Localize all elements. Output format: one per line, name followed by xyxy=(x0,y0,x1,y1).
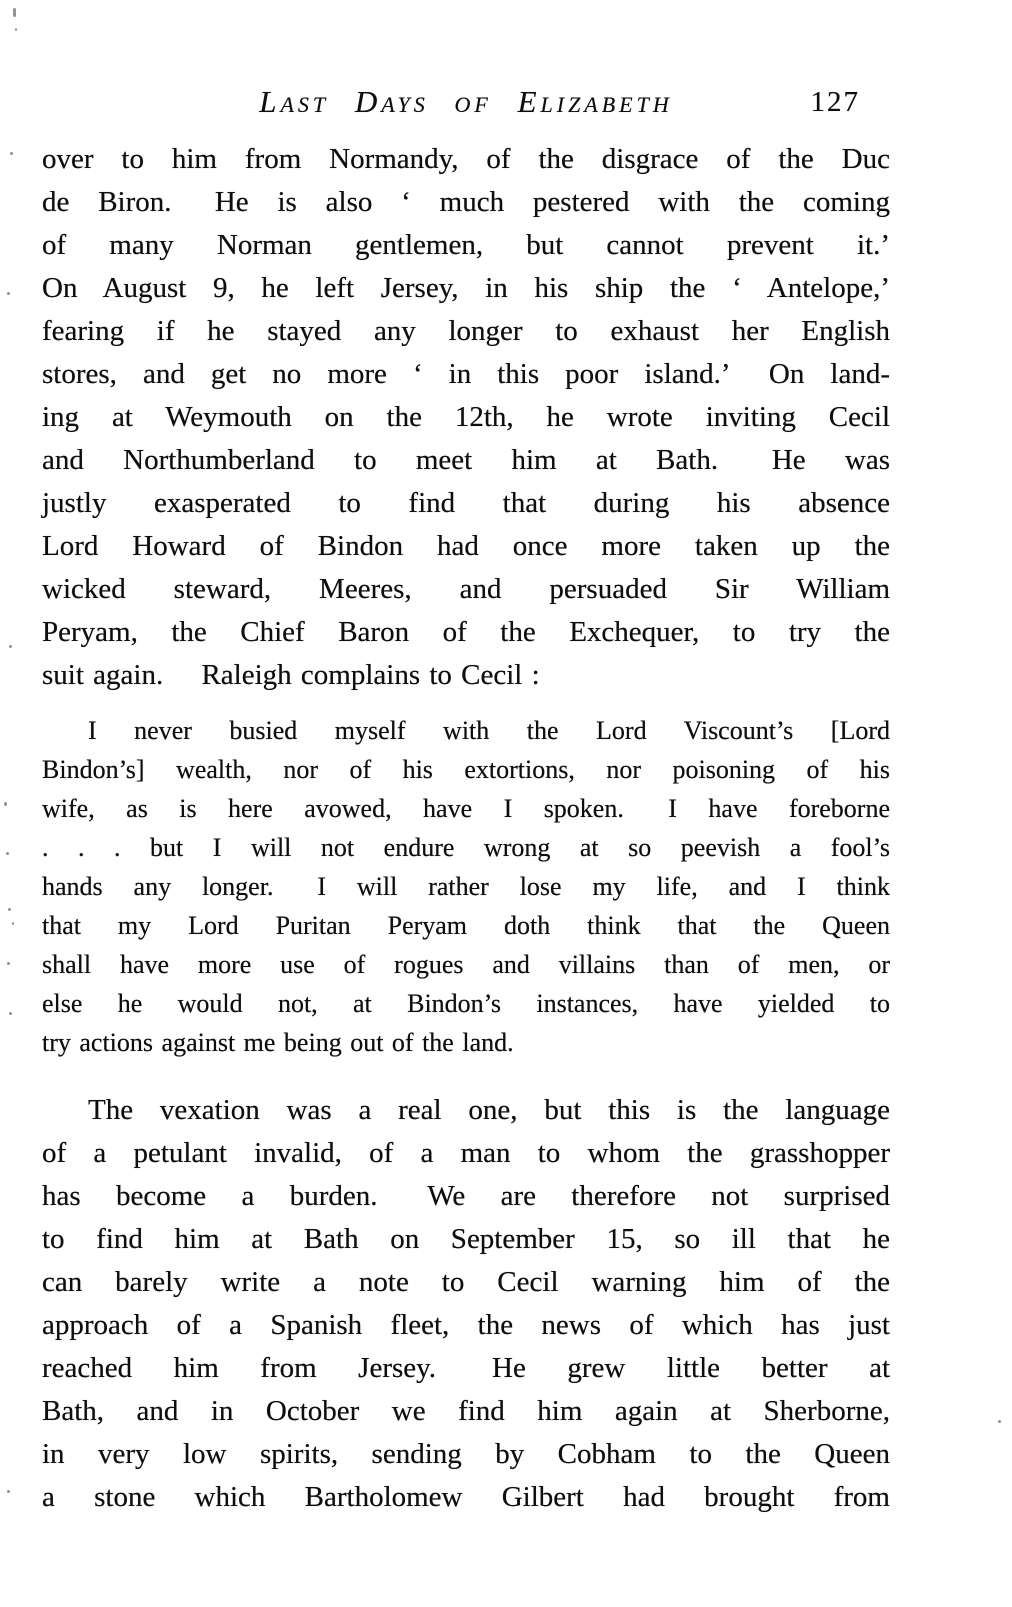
text-line: On August 9, he left Jersey, in his ship the ‘ Antelope,’ xyxy=(42,272,890,304)
text-line: approach of a Spanish fleet, the news of which has just xyxy=(42,1309,890,1341)
text-line: Lord Howard of Bindon had once more taken up the xyxy=(42,530,890,562)
page-header xyxy=(42,82,890,124)
scan-artifact xyxy=(9,1012,12,1015)
text-line: can barely write a note to Cecil warning him of the xyxy=(42,1266,890,1298)
scan-artifact xyxy=(10,152,13,155)
text-line: reached him from Jersey. He grew little better at xyxy=(42,1352,890,1384)
text-line: The vexation was a real one, but this is the language xyxy=(88,1094,890,1126)
text-line: justly exasperated to find that during his absence xyxy=(42,487,890,519)
text-line: to find him at Bath on September 15, so ill that he xyxy=(42,1223,890,1255)
text-line: and Northumberland to meet him at Bath. He was xyxy=(42,444,890,476)
body-text xyxy=(42,138,890,1519)
scan-artifact xyxy=(7,962,10,965)
scan-artifact xyxy=(15,28,17,31)
text-line: shall have more use of rogues and villains than of men, or xyxy=(42,950,890,979)
text-line: that my Lord Puritan Peryam doth think that the Queen xyxy=(42,911,890,940)
text-line: suit again. Raleigh complains to Cecil : xyxy=(42,659,540,691)
text-line: stores, and get no more ‘ in this poor island.’ On land- xyxy=(42,358,890,390)
text-line: of many Norman gentlemen, but cannot prevent it.’ xyxy=(42,229,890,261)
text-line: try actions against me being out of the land. xyxy=(42,1028,514,1057)
text-line: I never busied myself with the Lord Viscount’s [Lord xyxy=(88,716,890,745)
text-line: ing at Weymouth on the 12th, he wrote inviting Cecil xyxy=(42,401,890,433)
text-line: Peryam, the Chief Baron of the Exchequer, to try the xyxy=(42,616,890,648)
scan-artifact xyxy=(8,908,11,911)
text-line: of a petulant invalid, of a man to whom the grasshopper xyxy=(42,1137,890,1169)
text-line: over to him from Normandy, of the disgrace of the Duc xyxy=(42,143,890,175)
scan-artifact xyxy=(9,645,12,648)
page-number: 127 xyxy=(810,86,860,118)
text-line: fearing if he stayed any longer to exhaust her English xyxy=(42,315,890,347)
running-title: Last Days of Elizabeth xyxy=(259,84,673,119)
text-line: else he would not, at Bindon’s instances, have yielded to xyxy=(42,989,890,1018)
text-column xyxy=(42,82,890,1519)
text-line: wife, as is here avowed, have I spoken. I have foreborne xyxy=(42,794,890,823)
scan-artifact xyxy=(12,922,14,925)
text-line: Bindon’s] wealth, nor of his extortions, nor poisoning of his xyxy=(42,755,890,784)
text-line: a stone which Bartholomew Gilbert had brought from xyxy=(42,1481,890,1513)
scan-artifact xyxy=(998,1420,1001,1423)
text-line: hands any longer. I will rather lose my life, and I think xyxy=(42,872,890,901)
paragraph xyxy=(42,1089,890,1519)
scan-artifact xyxy=(4,802,7,806)
scan-artifact xyxy=(6,852,9,855)
text-line: de Biron. He is also ‘ much pestered with the coming xyxy=(42,186,890,218)
scan-artifact xyxy=(13,8,16,17)
text-line: in very low spirits, sending by Cobham to the Queen xyxy=(42,1438,890,1470)
paragraph xyxy=(42,138,890,697)
text-line: . . . but I will not endure wrong at so peevish a fool’s xyxy=(42,833,890,862)
scan-artifact xyxy=(7,292,10,295)
scan-artifact xyxy=(7,1490,10,1493)
block-quote xyxy=(42,711,890,1062)
text-line: Bath, and in October we find him again at Sherborne, xyxy=(42,1395,890,1427)
text-line: has become a burden. We are therefore not surprised xyxy=(42,1180,890,1212)
text-line: wicked steward, Meeres, and persuaded Sir William xyxy=(42,573,890,605)
